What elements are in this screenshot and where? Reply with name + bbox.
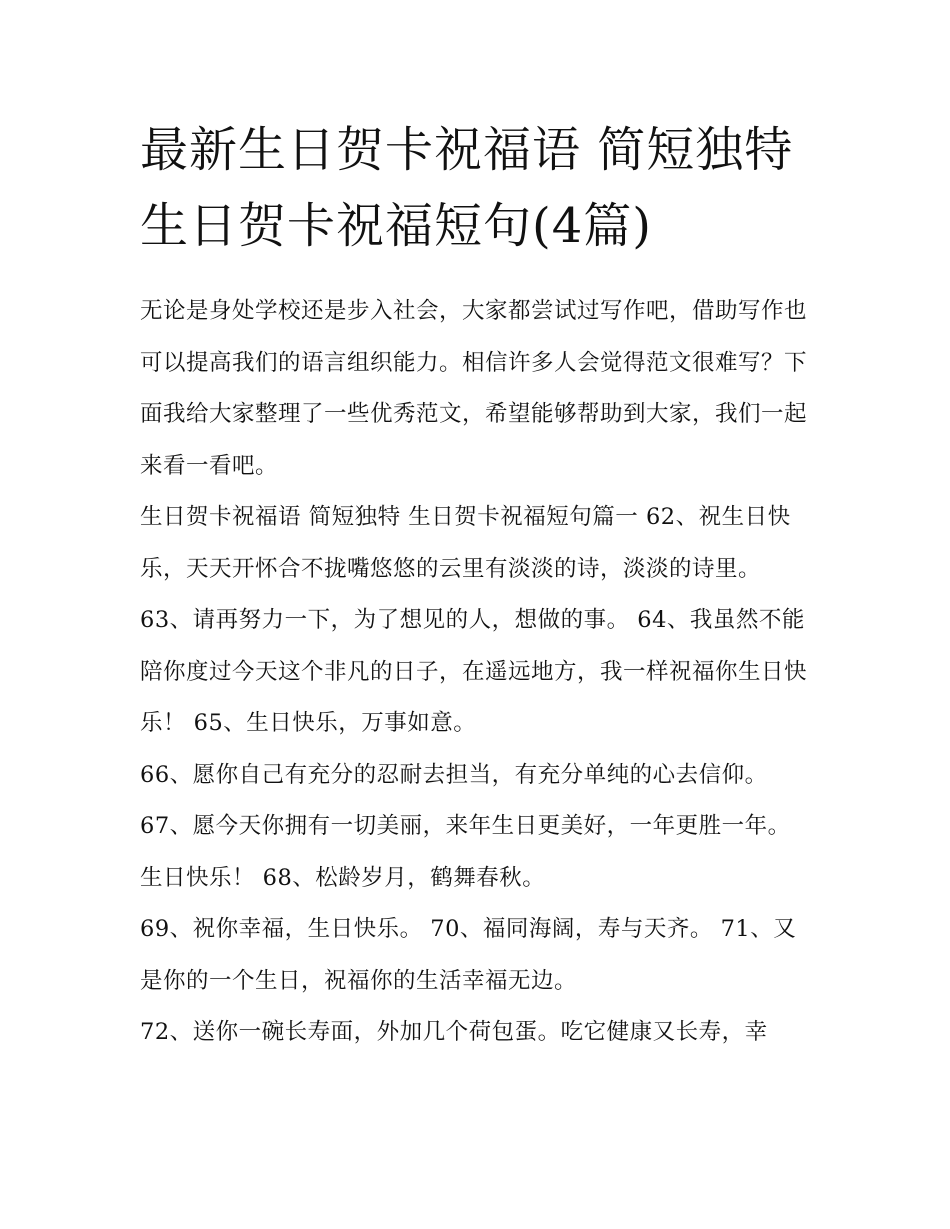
paragraph-69-71: 69、祝你幸福，生日快乐。 70、福同海阔，寿与天齐。 71、又是你的一个生日，祝福你的生活幸福无边。 xyxy=(140,916,797,994)
paragraph-66: 66、愿你自己有充分的忍耐去担当，有充分单纯的心去信仰。 xyxy=(140,761,768,788)
paragraph-62: 生日贺卡祝福语 简短独特 生日贺卡祝福短句篇一 62、祝生日快乐，天天开怀合不拢嘴悠悠的云里有淡淡的诗，淡淡的诗里。 xyxy=(140,504,791,582)
paragraph-72: 72、送你一碗长寿面，外加几个荷包蛋。吃它健康又长寿，幸 xyxy=(140,1019,768,1045)
paragraph-63-65: 63、请再努力一下，为了想见的人，想做的事。 64、我虽然不能陪你度过今天这个非凡的日子，在遥远地方，我一样祝福你生日快乐！ 65、生日快乐，万事如意。 xyxy=(140,607,808,736)
paragraph-intro: 无论是身处学校还是步入社会，大家都尝试过写作吧，借助写作也可以提高我们的语言组织能力。相信许多人会觉得范文很难写？下面我给大家整理了一些优秀范文，希望能够帮助到大家，我们一起来看一看吧。 xyxy=(140,298,808,479)
paragraph-67-68: 67、愿今天你拥有一切美丽，来年生日更美好，一年更胜一年。生日快乐！ 68、松龄岁月，鹤舞春秋。 xyxy=(140,813,791,891)
document-title: 最新生日贺卡祝福语 简短独特生日贺卡祝福短句(4篇) xyxy=(140,122,794,254)
document-page xyxy=(140,112,812,1059)
